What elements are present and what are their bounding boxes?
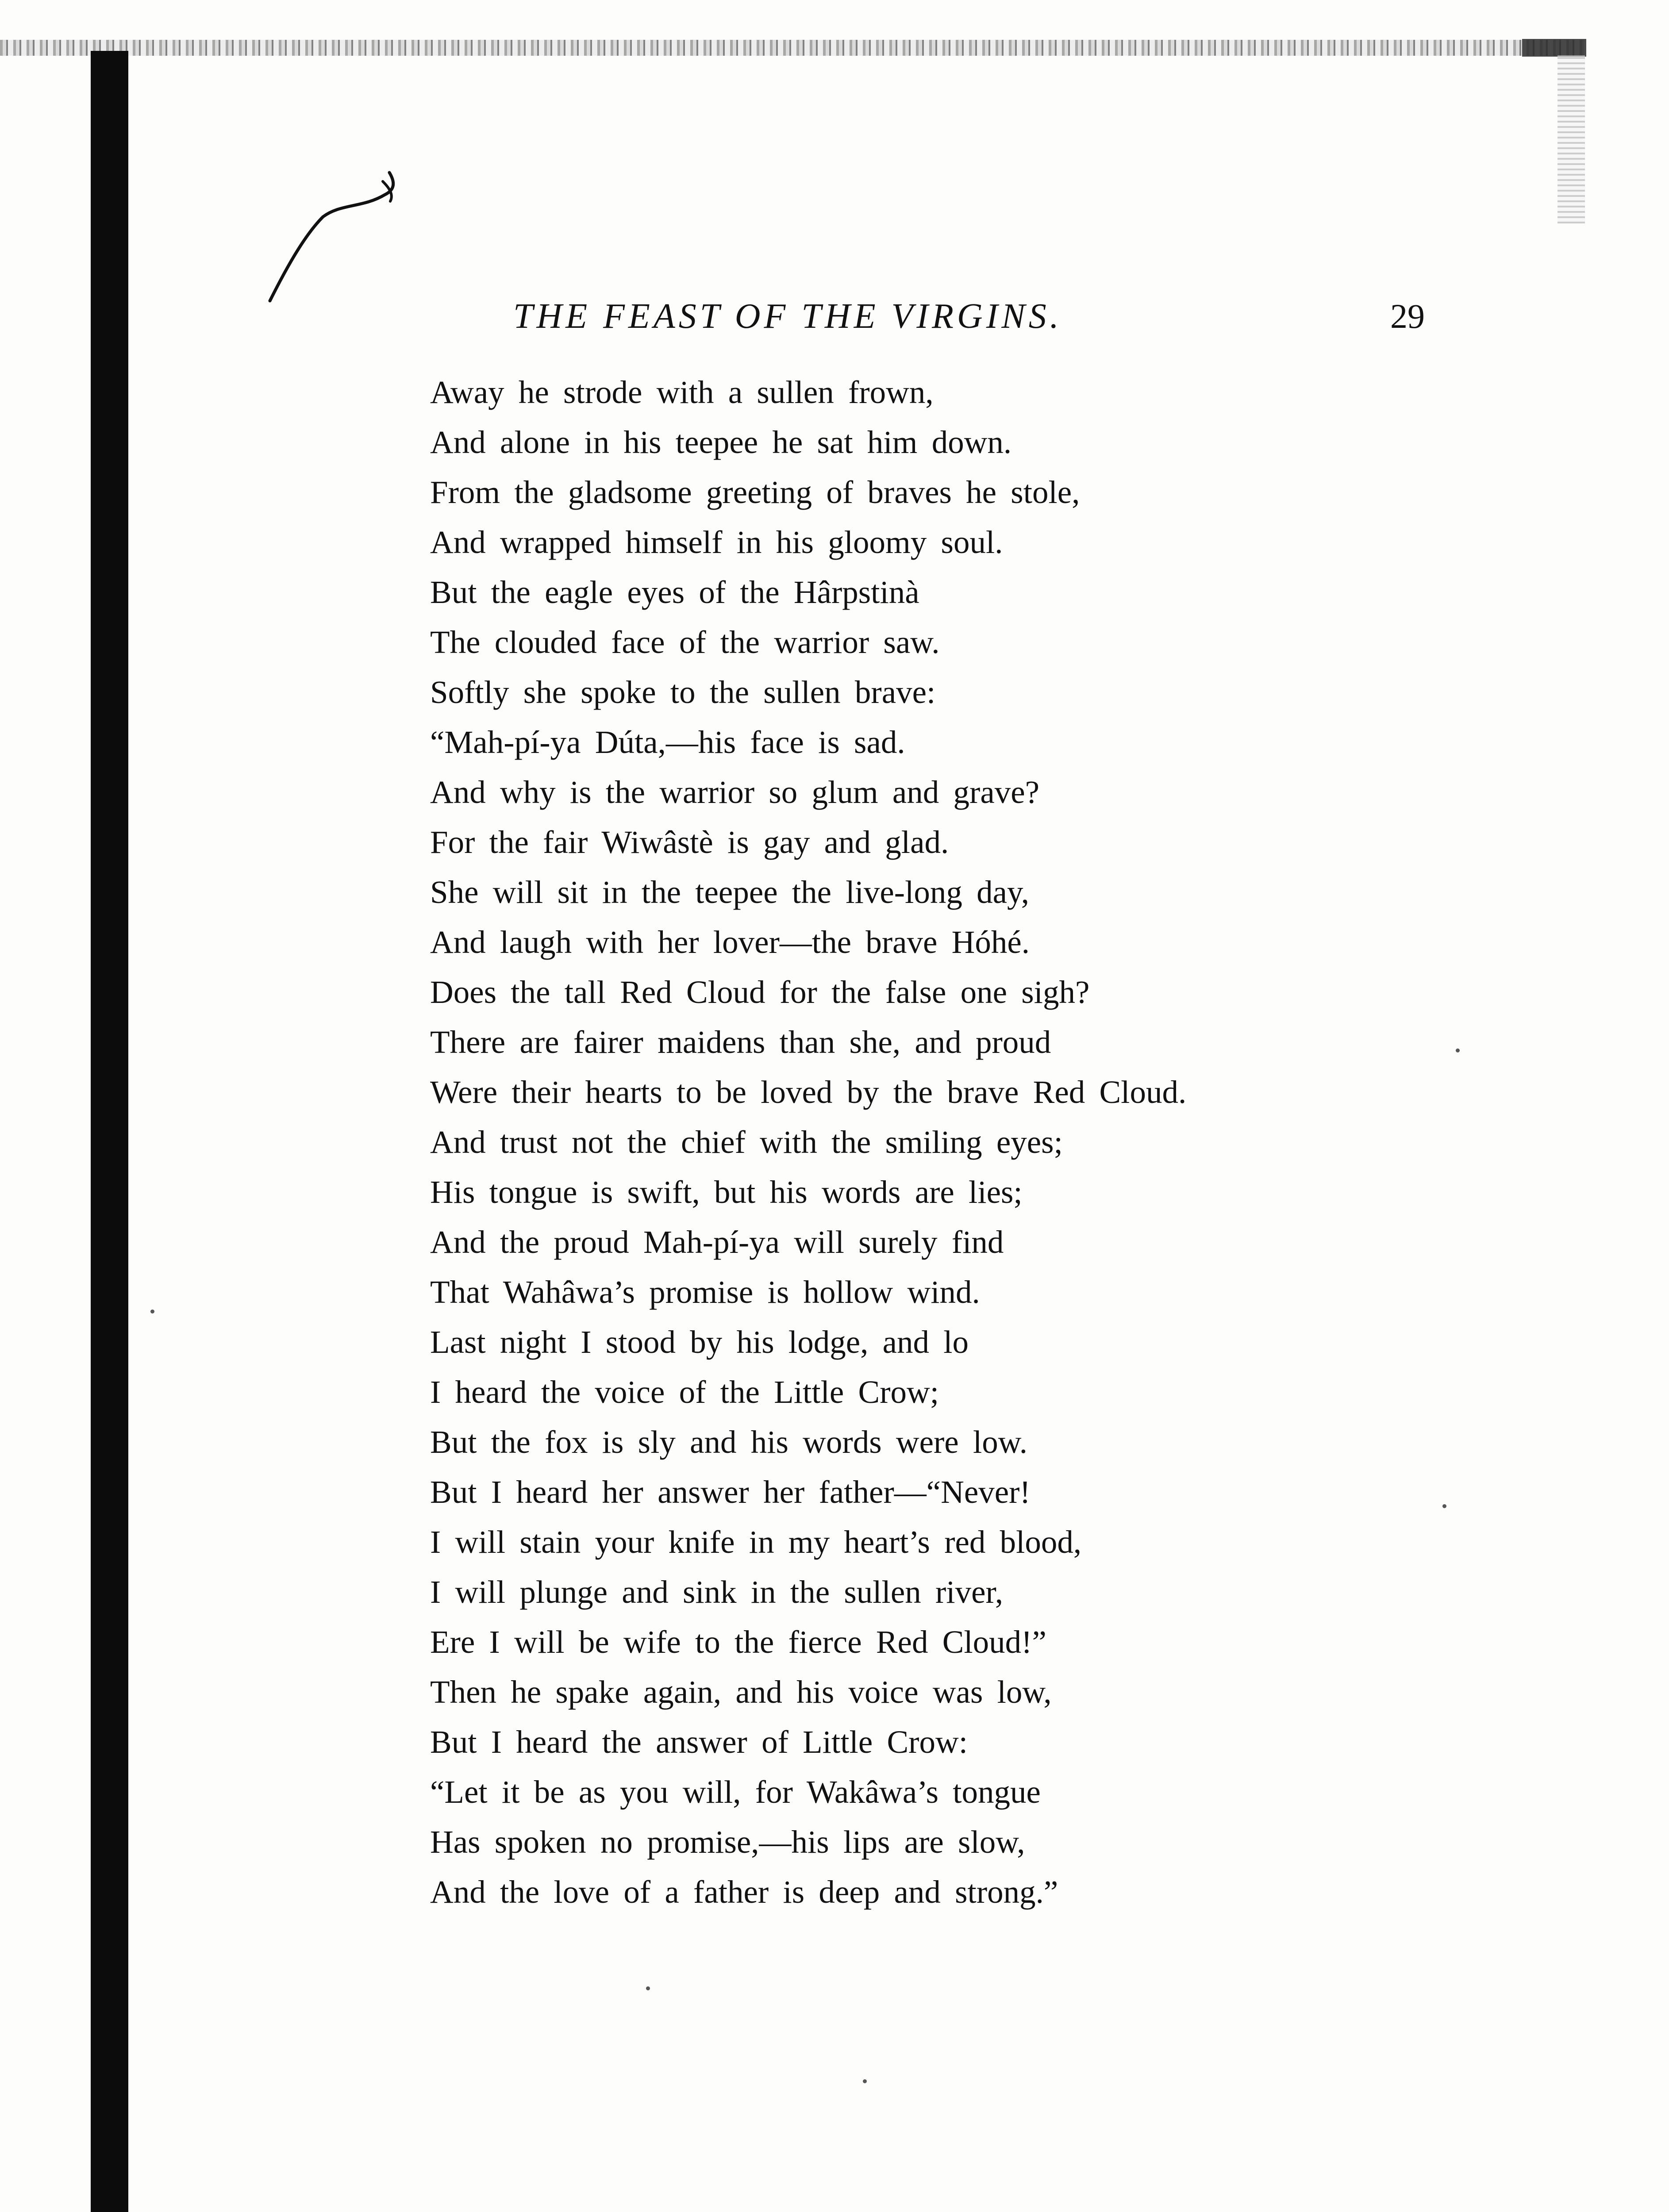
poem-line: Ere I will be wife to the fierce Red Cloud!” bbox=[430, 1624, 1046, 1660]
scan-speck bbox=[1442, 1504, 1446, 1508]
scan-speck bbox=[863, 2079, 867, 2083]
running-head: THE FEAST OF THE VIRGINS. bbox=[513, 297, 1062, 336]
poem-body bbox=[430, 367, 1448, 1917]
poem-line: Last night I stood by his lodge, and lo bbox=[430, 1324, 969, 1360]
poem-line: But the fox is sly and his words were low. bbox=[430, 1424, 1027, 1460]
poem-line: But I heard the answer of Little Crow: bbox=[430, 1724, 968, 1760]
poem-line: And laugh with her lover—the brave Hóhé. bbox=[430, 924, 1030, 960]
poem-line: And trust not the chief with the smiling eyes; bbox=[430, 1124, 1063, 1160]
poem-line: I will plunge and sink in the sullen river, bbox=[430, 1574, 1004, 1610]
poem-line: But the eagle eyes of the Hârpstinà bbox=[430, 574, 919, 610]
scan-speck bbox=[1456, 1048, 1460, 1052]
poem-line: Does the tall Red Cloud for the false one sigh? bbox=[430, 974, 1090, 1010]
poem-line: “Mah-pí-ya Dúta,—his face is sad. bbox=[430, 724, 905, 760]
scan-top-edge-dark bbox=[1522, 39, 1586, 57]
poem-line: Softly she spoke to the sullen brave: bbox=[430, 674, 936, 710]
poem-line: And the love of a father is deep and strong.” bbox=[430, 1874, 1058, 1910]
poem-line: From the gladsome greeting of braves he stole, bbox=[430, 474, 1080, 510]
scan-speck bbox=[150, 1310, 154, 1313]
page-binding-shadow bbox=[91, 51, 128, 2212]
page-number: 29 bbox=[1390, 297, 1425, 335]
poem-line: Then he spake again, and his voice was low, bbox=[430, 1674, 1052, 1710]
poem-line: And the proud Mah-pí-ya will surely find bbox=[430, 1224, 1004, 1260]
scan-top-edge bbox=[0, 40, 1584, 56]
scan-right-edge bbox=[1557, 55, 1585, 223]
poem-line: And wrapped himself in his gloomy soul. bbox=[430, 524, 1003, 560]
poem-line: Away he strode with a sullen frown, bbox=[430, 374, 934, 410]
poem-line: For the fair Wiwâstè is gay and glad. bbox=[430, 824, 949, 860]
poem-line: I will stain your knife in my heart’s red blood, bbox=[430, 1524, 1082, 1560]
page-header bbox=[425, 290, 1425, 343]
poem-line: There are fairer maidens than she, and proud bbox=[430, 1024, 1051, 1060]
poem-line: That Wahâwa’s promise is hollow wind. bbox=[430, 1274, 980, 1310]
scan-speck bbox=[646, 1986, 650, 1990]
pen-mark-icon bbox=[261, 168, 407, 314]
poem-line: But I heard her answer her father—“Never! bbox=[430, 1474, 1031, 1510]
poem-line: His tongue is swift, but his words are lies; bbox=[430, 1174, 1023, 1210]
poem-line: Were their hearts to be loved by the brave Red Cloud. bbox=[430, 1074, 1187, 1110]
poem-line: I heard the voice of the Little Crow; bbox=[430, 1374, 939, 1410]
poem-line: And why is the warrior so glum and grave? bbox=[430, 774, 1040, 810]
poem-line: The clouded face of the warrior saw. bbox=[430, 624, 940, 660]
poem-line: And alone in his teepee he sat him down. bbox=[430, 424, 1012, 460]
poem-line: Has spoken no promise,—his lips are slow, bbox=[430, 1824, 1025, 1860]
poem-line: “Let it be as you will, for Wakâwa’s tongue bbox=[430, 1774, 1041, 1810]
poem-line: She will sit in the teepee the live-long day, bbox=[430, 874, 1030, 910]
